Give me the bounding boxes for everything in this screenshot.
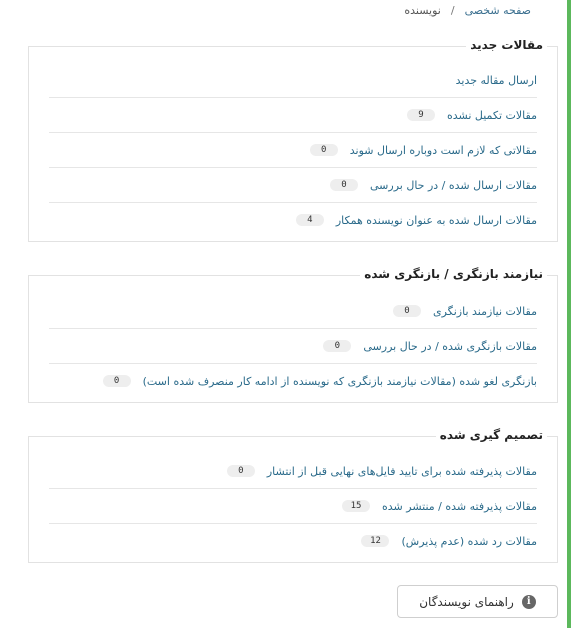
item-label: مقالات رد شده (عدم پذیرش) [401, 534, 537, 548]
list-item-revision-cancelled[interactable] [49, 364, 537, 398]
list-item-revised-under-review[interactable] [49, 329, 537, 364]
section-title: نیازمند بازنگری / بازنگری شده [360, 267, 547, 281]
section-title: تصمیم گیری شده [436, 428, 547, 442]
count-badge: 12 [361, 535, 389, 547]
item-label: مقالات تکمیل نشده [447, 108, 537, 122]
item-label: مقالات نیازمند بازنگری [432, 304, 537, 318]
count-badge: 0 [103, 375, 131, 387]
list-item-needs-revision[interactable] [49, 294, 537, 329]
info-icon: i [522, 595, 536, 609]
count-badge: 0 [227, 465, 255, 477]
item-label: مقالات بازنگری شده / در حال بررسی [363, 339, 537, 353]
count-badge: 4 [296, 214, 324, 226]
count-badge: 0 [310, 144, 338, 156]
breadcrumb-current: نویسنده [404, 4, 441, 17]
count-badge: 9 [407, 109, 435, 121]
item-label: مقالاتی که لازم است دوباره ارسال شوند [349, 143, 537, 157]
item-label: مقالات پذیرفته شده برای تایید فایل‌های نهایی قبل از انتشار [266, 464, 537, 478]
breadcrumb-separator: / [450, 4, 455, 17]
list-item-accepted-published[interactable] [49, 489, 537, 524]
item-label: مقالات پذیرفته شده / منتشر شده [382, 499, 537, 513]
list-item-accepted-final-files[interactable] [49, 454, 537, 489]
section-revision [28, 267, 558, 403]
list-item-under-review[interactable] [49, 168, 537, 203]
list-item-submit-new[interactable] [49, 63, 537, 98]
count-badge: 0 [323, 340, 351, 352]
item-label: مقالات ارسال شده به عنوان نویسنده همکار [335, 213, 537, 227]
list-item-coauthor[interactable] [49, 203, 537, 237]
section-new-articles [28, 38, 558, 242]
author-guide-label: راهنمای نویسندگان [419, 594, 514, 609]
accent-side-bar [567, 0, 571, 628]
list-item-rejected[interactable] [49, 524, 537, 558]
breadcrumb [404, 4, 531, 17]
item-label: ارسال مقاله جدید [455, 73, 537, 87]
list-item-resubmit[interactable] [49, 133, 537, 168]
item-label: مقالات ارسال شده / در حال بررسی [370, 178, 537, 192]
section-decided [28, 428, 558, 563]
author-guide-button[interactable] [397, 585, 558, 618]
count-badge: 0 [393, 305, 421, 317]
list-item-incomplete[interactable] [49, 98, 537, 133]
section-title: مقالات جدید [466, 38, 547, 52]
item-label: بازنگری لغو شده (مقالات نیازمند بازنگری که نویسنده از ادامه کار منصرف شده است) [142, 374, 537, 388]
count-badge: 0 [330, 179, 358, 191]
breadcrumb-home-link[interactable]: صفحه شخصی [464, 4, 531, 17]
count-badge: 15 [342, 500, 370, 512]
